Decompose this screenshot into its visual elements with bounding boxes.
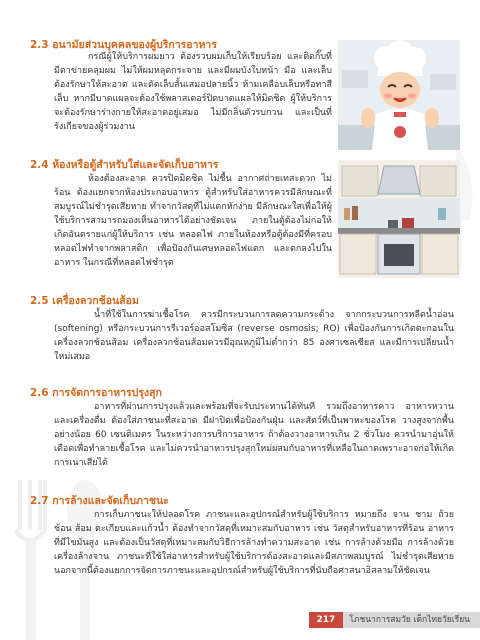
page-footer — [309, 612, 480, 628]
section-title: 2.7 การล้างและจัดเก็บภาชนะ — [30, 495, 169, 507]
book-title: โภชนาการสมวัย เด็กไทยวัยเรียน — [343, 612, 480, 628]
kitchen-icon — [338, 160, 460, 278]
section-body: การเก็บภาชนะให้ปลอดโรค ภาชนะและอุปกรณ์สำหรับผู้ใช้บริการ หมายถึง จาน ชาม ถ้วย ช้อน ส้อม ตะเกียบและแก้วน้ำ ต้องทำจากวัสดุที่เหมาะสมกับอาหาร เช่น วัสดุสำหรับอาหารที่ร้อน อาหารที่มีไขมันสูง และต้องเป็นวัสดุที่เหมาะสมกับวิธีการล้างทำความสะอาด เช่น การล้างด้วยมือ การล้างด้วยเครื่องล้างจาน ภาชนะที่ใช้ใส่อาหารสำหรับผู้ใช้บริการต้องสะอาดและมีสภาพสมบูรณ์ ไม่ชำรุดเสียหาย นอกจากนี้ต้องแยกการจัดการภาชนะและอุปกรณ์สำหรับผู้ใช้บริการที่นับถือศาสนาอิสลามให้ชัดเจน — [54, 510, 454, 576]
kitchen-illustration — [338, 160, 460, 278]
section-title: 2.3 อนามัยส่วนบุคคลของผู้บริการอาหาร — [30, 39, 217, 51]
section-body: อาหารที่ผ่านการปรุงแล้วและพร้อมที่จะรับประทานได้ทันที รวมถึงอาหารคาว อาหารหวาน และเครื่องดื่ม ต้องใส่ภาชนะที่สะอาด มีฝาปิดเพื่อป้องกันฝุ่น และสัตว์ที่เป็นพาหะของโรค วางสูงจากพื้นอย่างน้อย 60 เซนติเมตร ในระหว่างการบริการอาหาร ถ้าต้องวางอาหารเกิน 2 ชั่วโมง ควรนำมาอุ่นให้เดือดเพื่อทำลายเชื้อโรค และไม่ควรนำอาหารปรุงสุกใหม่ผสมกับอาหารที่เหลือในถาดเพราะอาจก่อให้เกิดการเน่าเสียได้ — [54, 402, 454, 468]
section-title: 2.5 เครื่องลวกช้อนส้อม — [30, 295, 139, 307]
page-number: 217 — [309, 612, 344, 628]
section-body: น้ำที่ใช้ในการฆ่าเชื้อโรค ควรมีกระบวนการลดความกระด้าง จากกระบวนการหลีดน้ำอ่อน (softening) หรือกระบวนการรีเวอร์ออสโมซิส (reverse osmosis; RO) เพื่อป้องกันการเกิดตะกอนในเครื่องลวกช้อนส้อม เครื่องลวกช้อนส้อมควรมีอุณหภูมิไม่ต่ำกว่า 85 องศาเซลเซียส และมีการเปลี่ยนน้ำใหม่เสมอ — [54, 310, 454, 362]
section-title: 2.4 ห้องหรือตู้สำหรับใส่และจัดเก็บอาหาร — [30, 159, 219, 171]
chef-illustration — [338, 40, 460, 150]
section-body: ห้องต้องสะอาด ควรปิดมิดชิด ไม่ชื้น อากาศถ่ายเทสะดวก ไม่ร้อน ต้องแยกจากห้องประกอบอาหาร ตู้สำหรับใส่อาหารควรมีลักษณะที่สมบูรณ์ไม่ชำรุดเสียหาย ทำจากวัสดุที่ไม่แตกหักง่าย มีลักษณะใสเพื่อให้ผู้ใช้บริการสามารถมองเห็นอาหารได้อย่างชัดเจน ภายในตู้ต้องไม่ก่อให้เกิดอันตรายแก่ผู้ให้บริการ เช่น หลอดไฟ ภายในห้องหรือตู้ต้องมีที่ครอบหลอดไฟทำจากพลาสติก เพื่อป้องกันเศษหลอดไฟแตก และตกลงไปในอาหาร ในกรณีที่หลอดไฟชำรุด — [54, 174, 332, 268]
chef-icon — [338, 40, 460, 150]
section-title: 2.6 การจัดการอาหารปรุงสุก — [30, 387, 162, 399]
section-body: กรณีผู้ให้บริการผมยาว ต้องรวบผมเก็บให้เรียบร้อย และติดกิ๊บที่มีตาข่ายคลุมผม ไม่ให้ผมหลุดกระจาย และมีผมบังใบหน้า มือ และเล็บต้องรักษาให้สะอาด และตัดเล็บสั้นเสมอปลายนิ้ว ห้ามเคลือบเล็บหรือทาสีเล็บ หากมีบาดแผลจะต้องใช้พลาสเตอร์ปิดบาดแผลให้มิดชิด ผู้ให้บริการจะต้องรักษาร่างกายให้สะอาดอยู่เสมอ ไม่มีกลิ่นตัวรบกวน และเป็นที่รังเกียจของผู้ร่วมงาน — [54, 52, 332, 132]
